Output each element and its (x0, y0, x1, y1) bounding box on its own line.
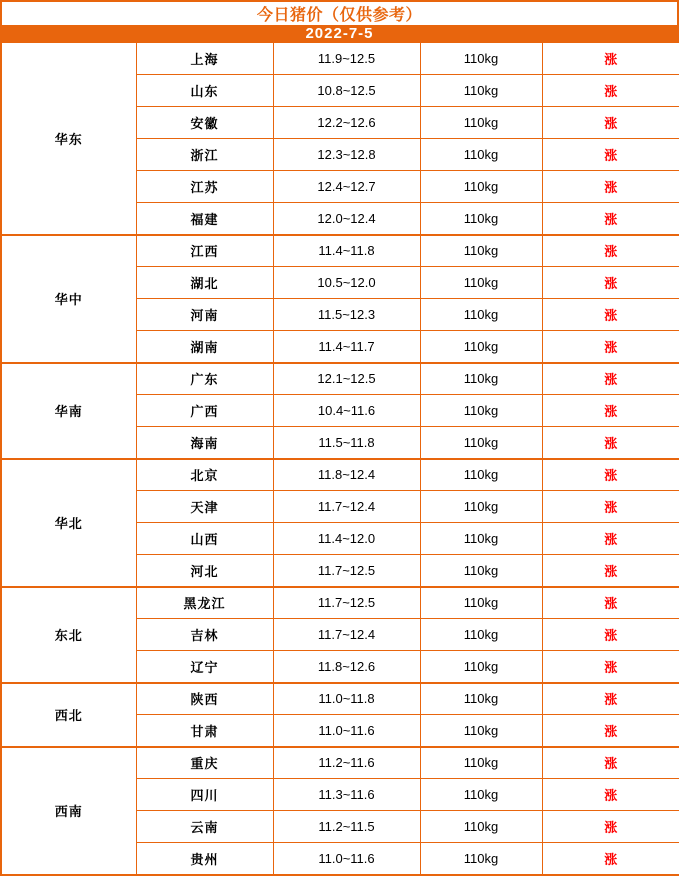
trend-cell: 涨 (542, 843, 679, 875)
trend-cell: 涨 (542, 395, 679, 427)
weight-cell: 110kg (420, 555, 542, 587)
province-cell: 河南 (136, 299, 273, 331)
price-cell: 12.0~12.4 (273, 203, 420, 235)
trend-cell: 涨 (542, 203, 679, 235)
price-cell: 11.5~12.3 (273, 299, 420, 331)
table-row (1, 747, 679, 779)
weight-cell: 110kg (420, 811, 542, 843)
trend-cell: 涨 (542, 587, 679, 619)
weight-cell: 110kg (420, 715, 542, 747)
page-title: 今日猪价（仅供参考） (0, 0, 679, 25)
price-cell: 11.7~12.4 (273, 491, 420, 523)
trend-cell: 涨 (542, 171, 679, 203)
region-cell: 西北 (1, 683, 136, 747)
price-cell: 11.3~11.6 (273, 779, 420, 811)
weight-cell: 110kg (420, 651, 542, 683)
price-cell: 10.4~11.6 (273, 395, 420, 427)
province-cell: 海南 (136, 427, 273, 459)
weight-cell: 110kg (420, 747, 542, 779)
trend-cell: 涨 (542, 331, 679, 363)
table-row (1, 683, 679, 715)
region-cell: 华东 (1, 43, 136, 235)
price-cell: 11.0~11.6 (273, 843, 420, 875)
table-row (1, 587, 679, 619)
trend-cell: 涨 (542, 459, 679, 491)
weight-cell: 110kg (420, 491, 542, 523)
weight-cell: 110kg (420, 427, 542, 459)
trend-cell: 涨 (542, 139, 679, 171)
weight-cell: 110kg (420, 43, 542, 75)
trend-cell: 涨 (542, 427, 679, 459)
trend-cell: 涨 (542, 299, 679, 331)
price-cell: 11.0~11.8 (273, 683, 420, 715)
price-cell: 12.1~12.5 (273, 363, 420, 395)
province-cell: 安徽 (136, 107, 273, 139)
price-cell: 12.4~12.7 (273, 171, 420, 203)
province-cell: 天津 (136, 491, 273, 523)
price-cell: 11.7~12.4 (273, 619, 420, 651)
table-row (1, 235, 679, 267)
weight-cell: 110kg (420, 779, 542, 811)
trend-cell: 涨 (542, 651, 679, 683)
weight-cell: 110kg (420, 171, 542, 203)
region-cell: 东北 (1, 587, 136, 683)
table-row (1, 363, 679, 395)
weight-cell: 110kg (420, 363, 542, 395)
weight-cell: 110kg (420, 203, 542, 235)
weight-cell: 110kg (420, 523, 542, 555)
price-table-body (1, 43, 679, 875)
weight-cell: 110kg (420, 587, 542, 619)
province-cell: 贵州 (136, 843, 273, 875)
province-cell: 山西 (136, 523, 273, 555)
region-cell: 华北 (1, 459, 136, 587)
trend-cell: 涨 (542, 779, 679, 811)
province-cell: 云南 (136, 811, 273, 843)
price-cell: 12.3~12.8 (273, 139, 420, 171)
trend-cell: 涨 (542, 715, 679, 747)
weight-cell: 110kg (420, 267, 542, 299)
province-cell: 北京 (136, 459, 273, 491)
province-cell: 福建 (136, 203, 273, 235)
date-banner: 2022-7-5 (0, 25, 679, 42)
province-cell: 重庆 (136, 747, 273, 779)
province-cell: 上海 (136, 43, 273, 75)
province-cell: 辽宁 (136, 651, 273, 683)
price-cell: 11.5~11.8 (273, 427, 420, 459)
price-cell: 10.8~12.5 (273, 75, 420, 107)
trend-cell: 涨 (542, 107, 679, 139)
price-cell: 11.4~12.0 (273, 523, 420, 555)
price-cell: 11.8~12.6 (273, 651, 420, 683)
province-cell: 吉林 (136, 619, 273, 651)
province-cell: 江西 (136, 235, 273, 267)
weight-cell: 110kg (420, 107, 542, 139)
region-cell: 华中 (1, 235, 136, 363)
price-cell: 11.4~11.7 (273, 331, 420, 363)
province-cell: 黑龙江 (136, 587, 273, 619)
price-cell: 11.7~12.5 (273, 587, 420, 619)
trend-cell: 涨 (542, 747, 679, 779)
price-cell: 10.5~12.0 (273, 267, 420, 299)
weight-cell: 110kg (420, 235, 542, 267)
weight-cell: 110kg (420, 843, 542, 875)
weight-cell: 110kg (420, 395, 542, 427)
price-cell: 12.2~12.6 (273, 107, 420, 139)
province-cell: 四川 (136, 779, 273, 811)
region-cell: 西南 (1, 747, 136, 875)
province-cell: 河北 (136, 555, 273, 587)
price-cell: 11.9~12.5 (273, 43, 420, 75)
trend-cell: 涨 (542, 363, 679, 395)
trend-cell: 涨 (542, 811, 679, 843)
province-cell: 江苏 (136, 171, 273, 203)
trend-cell: 涨 (542, 491, 679, 523)
weight-cell: 110kg (420, 683, 542, 715)
weight-cell: 110kg (420, 75, 542, 107)
trend-cell: 涨 (542, 267, 679, 299)
trend-cell: 涨 (542, 235, 679, 267)
price-cell: 11.2~11.6 (273, 747, 420, 779)
price-cell: 11.0~11.6 (273, 715, 420, 747)
province-cell: 湖南 (136, 331, 273, 363)
trend-cell: 涨 (542, 683, 679, 715)
table-row (1, 43, 679, 75)
weight-cell: 110kg (420, 331, 542, 363)
price-cell: 11.2~11.5 (273, 811, 420, 843)
weight-cell: 110kg (420, 139, 542, 171)
trend-cell: 涨 (542, 619, 679, 651)
price-cell: 11.8~12.4 (273, 459, 420, 491)
trend-cell: 涨 (542, 555, 679, 587)
table-row (1, 459, 679, 491)
price-cell: 11.7~12.5 (273, 555, 420, 587)
region-cell: 华南 (1, 363, 136, 459)
trend-cell: 涨 (542, 43, 679, 75)
province-cell: 广西 (136, 395, 273, 427)
price-cell: 11.4~11.8 (273, 235, 420, 267)
trend-cell: 涨 (542, 75, 679, 107)
province-cell: 甘肃 (136, 715, 273, 747)
weight-cell: 110kg (420, 619, 542, 651)
province-cell: 湖北 (136, 267, 273, 299)
province-cell: 陕西 (136, 683, 273, 715)
weight-cell: 110kg (420, 459, 542, 491)
province-cell: 广东 (136, 363, 273, 395)
trend-cell: 涨 (542, 523, 679, 555)
price-table (0, 42, 679, 876)
weight-cell: 110kg (420, 299, 542, 331)
province-cell: 山东 (136, 75, 273, 107)
province-cell: 浙江 (136, 139, 273, 171)
